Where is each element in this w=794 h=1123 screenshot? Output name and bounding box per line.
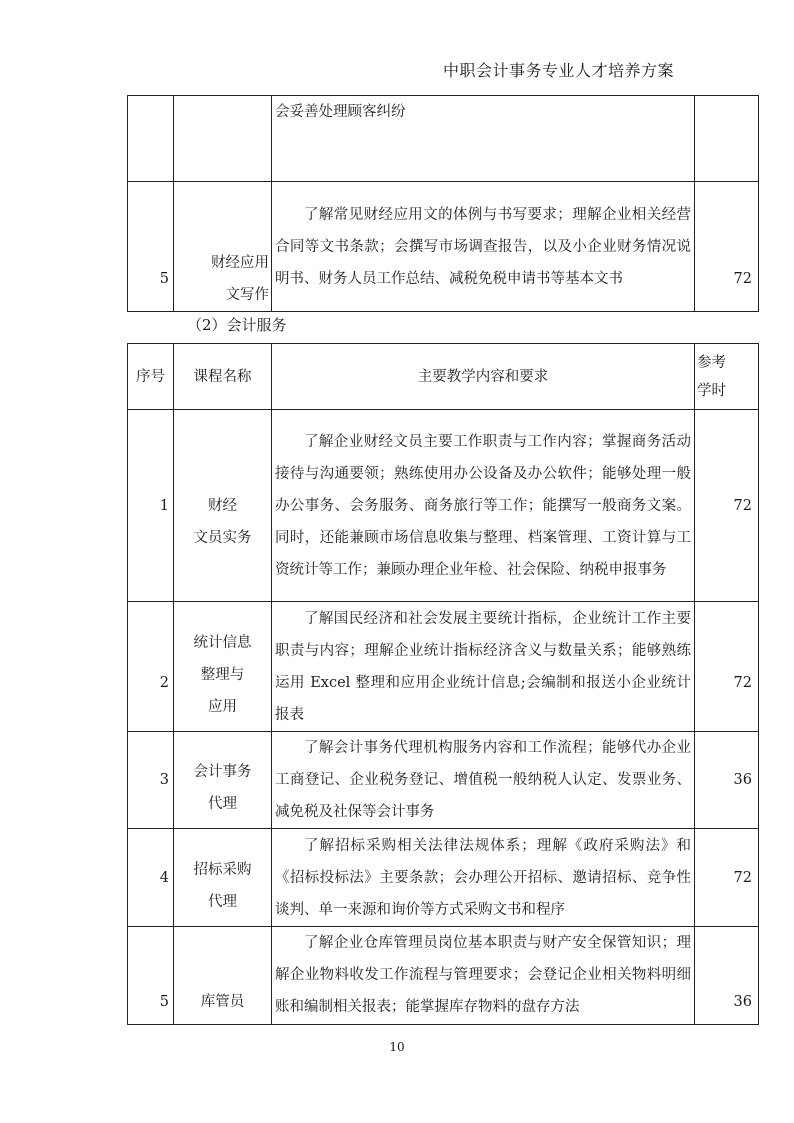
content-text: 会妥善处理顾客纠纷 — [275, 104, 406, 120]
accounting-service-table — [127, 343, 759, 1025]
course-content — [272, 410, 695, 602]
content-text: 了解会计事务代理机构服务内容和工作流程；能够代办企业工商登记、企业税务登记、增值税一般纳税人认定、发票业务、减免税及社保等会计事务 — [275, 740, 691, 820]
table-row — [128, 829, 759, 927]
course-hours: 72 — [695, 602, 759, 732]
content-text: 了解常见财经应用文的体例与书写要求；理解企业相关经营合同等文书条款；会撰写市场调查报告，以及小企业财务情况说明书、财务人员工作总结、减税免税申请书等基本文书 — [275, 206, 691, 287]
course-name: 财经应用 文写作 — [174, 182, 272, 312]
course-content — [272, 732, 695, 829]
table-row — [128, 96, 759, 182]
row-number: 3 — [128, 732, 174, 829]
course-hours: 72 — [695, 410, 759, 602]
course-hours: 36 — [695, 732, 759, 829]
course-hours: 72 — [695, 182, 759, 312]
page-number: 10 — [389, 1040, 405, 1054]
top-course-table — [127, 95, 759, 312]
header-name: 课程名称 — [174, 344, 272, 410]
section-title: （2）会计服务 — [187, 316, 287, 334]
course-content — [272, 182, 695, 312]
page-header-title: 中职会计事务专业人才培养方案 — [442, 61, 674, 80]
course-hours — [695, 96, 759, 182]
row-number — [128, 96, 174, 182]
content-text: 了解招标采购相关法律法规体系；理解《政府采购法》和《招标投标法》主要条款；会办理公开招标、邀请招标、竞争性谈判、单一来源和询价等方式采购文书和程序 — [275, 837, 691, 918]
table-row — [128, 732, 759, 829]
content-text: 了解企业仓库管理员岗位基本职责与财产安全保管知识；理解企业物料收发工作流程与管理要求；会登记企业相关物料明细账和编制相关报表；能掌握库存物料的盘存方法 — [275, 935, 691, 1015]
table-row — [128, 182, 759, 312]
row-number: 4 — [128, 829, 174, 927]
course-hours: 36 — [695, 927, 759, 1025]
course-content — [272, 829, 695, 927]
row-number: 2 — [128, 602, 174, 732]
header-hours: 参考 学时 — [695, 344, 759, 410]
course-name: 财经 文员实务 — [174, 410, 272, 602]
course-hours: 72 — [695, 829, 759, 927]
course-content — [272, 927, 695, 1025]
header-no: 序号 — [128, 344, 174, 410]
row-number: 5 — [128, 927, 174, 1025]
course-content — [272, 96, 695, 182]
table-row — [128, 410, 759, 602]
course-name: 招标采购 代理 — [174, 829, 272, 927]
course-name: 统计信息 整理与 应用 — [174, 602, 272, 732]
header-content: 主要教学内容和要求 — [272, 344, 695, 410]
row-number: 5 — [128, 182, 174, 312]
table-row — [128, 602, 759, 732]
course-content — [272, 602, 695, 732]
course-name: 会计事务 代理 — [174, 732, 272, 829]
row-number: 1 — [128, 410, 174, 602]
table-header-row — [128, 344, 759, 410]
course-name: 库管员 — [174, 927, 272, 1025]
content-text: 了解企业财经文员主要工作职责与工作内容；掌握商务活动接待与沟通要领；熟练使用办公设备及办公软件；能够处理一般办公事务、会务服务、商务旅行等工作；能撰写一般商务文案。同时，还能兼顾市场信息收集与整理、档案管理、工资计算与工资统计等工作；兼顾办理企业年检、社会保险、纳税申报事务 — [275, 433, 691, 578]
content-text: 了解国民经济和社会发展主要统计指标，企业统计工作主要职责与内容；理解企业统计指标经济含义与数量关系；能够熟练运用 Excel 整理和应用企业统计信息;会编制和报送小企业统计报表 — [275, 610, 691, 723]
course-name — [174, 96, 272, 182]
table-row — [128, 927, 759, 1025]
